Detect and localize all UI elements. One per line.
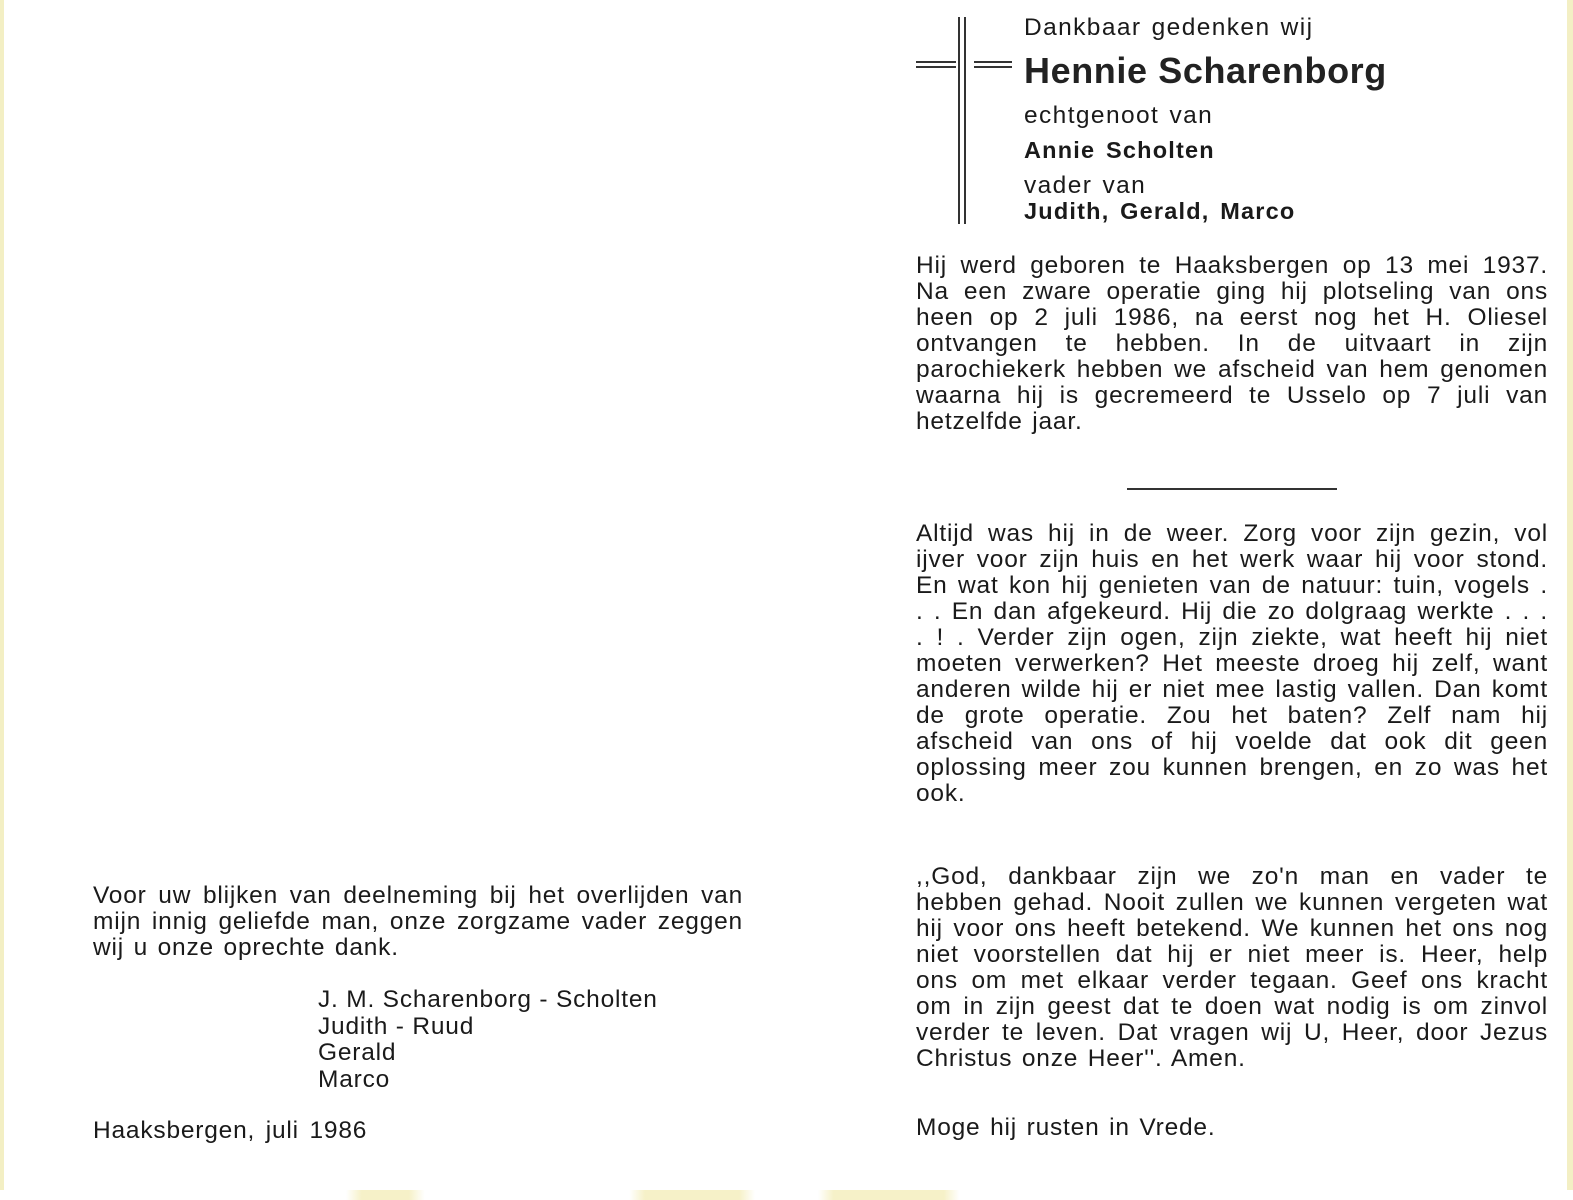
signer-name: Gerald (318, 1039, 397, 1066)
signers-list (318, 987, 658, 1093)
spouse-label: echtgenoot van (1024, 102, 1214, 129)
section-divider (1127, 488, 1337, 490)
character-paragraph: Altijd was hij in de weer. Zorg voor zijn gezin, vol ijver voor zijn huis en het werk waar hij voor stond. En wat kon hij genieten van de natuur: tuin, vogels . . . En dan afgekeurd. Hij die zo dolgraag werkte . . . . ! . Verder zijn ogen, zijn ziekte, wat heeft hij niet moeten verwerken? Het meeste droeg hij zelf, want anderen wilde hij er niet mee lastig vallen. Dan komt de grote operatie. Zou het baten? Zelf nam hij afscheid van ons of hij voelde dat ook dit geen oplossing meer zou kunnen brengen, en zo was het ook. (916, 520, 1548, 807)
children-label: vader van (1024, 172, 1147, 199)
biography-paragraph: Hij werd geboren te Haaksbergen op 13 mei 1937. Na een zware operatie ging hij plotseling van ons heen op 2 juli 1986, na eerst nog het H. Oliesel ontvangen te hebben. In de uitvaart in zijn parochiekerk hebben we afscheid van hem genomen waarna hij is gecremeerd te Usselo op 7 juli van hetzelfde jaar. (916, 252, 1548, 435)
signer-name: Marco (318, 1065, 391, 1093)
signer-name: J. M. Scharenborg - Scholten (318, 986, 658, 1013)
deceased-name: Hennie Scharenborg (1024, 50, 1387, 91)
children-names: Judith, Gerald, Marco (1024, 198, 1296, 224)
place-date: Haaksbergen, juli 1986 (93, 1117, 368, 1144)
spouse-name: Annie Scholten (1024, 137, 1215, 163)
signer-name: Judith - Ruud (318, 1012, 475, 1040)
paper-edge-right (1567, 0, 1573, 1200)
closing-line: Moge hij rusten in Vrede. (916, 1114, 1216, 1141)
paper-edge-left (0, 0, 4, 1200)
prayer-paragraph: ,,God, dankbaar zijn we zo'n man en vader te hebben gehad. Nooit zullen we kunnen vergeten wat hij voor ons heeft betekend. We kunnen het ons nog niet voorstellen dat hij er niet meer is. Heer, help ons om met elkaar verder tegaan. Geef ons kracht om in zijn geest dat te doen wat nodig is om zinvol verder te leven. Dat vragen wij U, Heer, door Jezus Christus onze Heer''. Amen. (916, 863, 1548, 1072)
acknowledgement-text: Voor uw blijken van deelneming bij het overlijden van mijn innig geliefde man, onze zorgzame vader zeggen wij u onze oprechte dank. (93, 882, 743, 961)
paper-edge-bottom (0, 1190, 1573, 1200)
memorial-intro: Dankbaar gedenken wij (1024, 14, 1314, 41)
